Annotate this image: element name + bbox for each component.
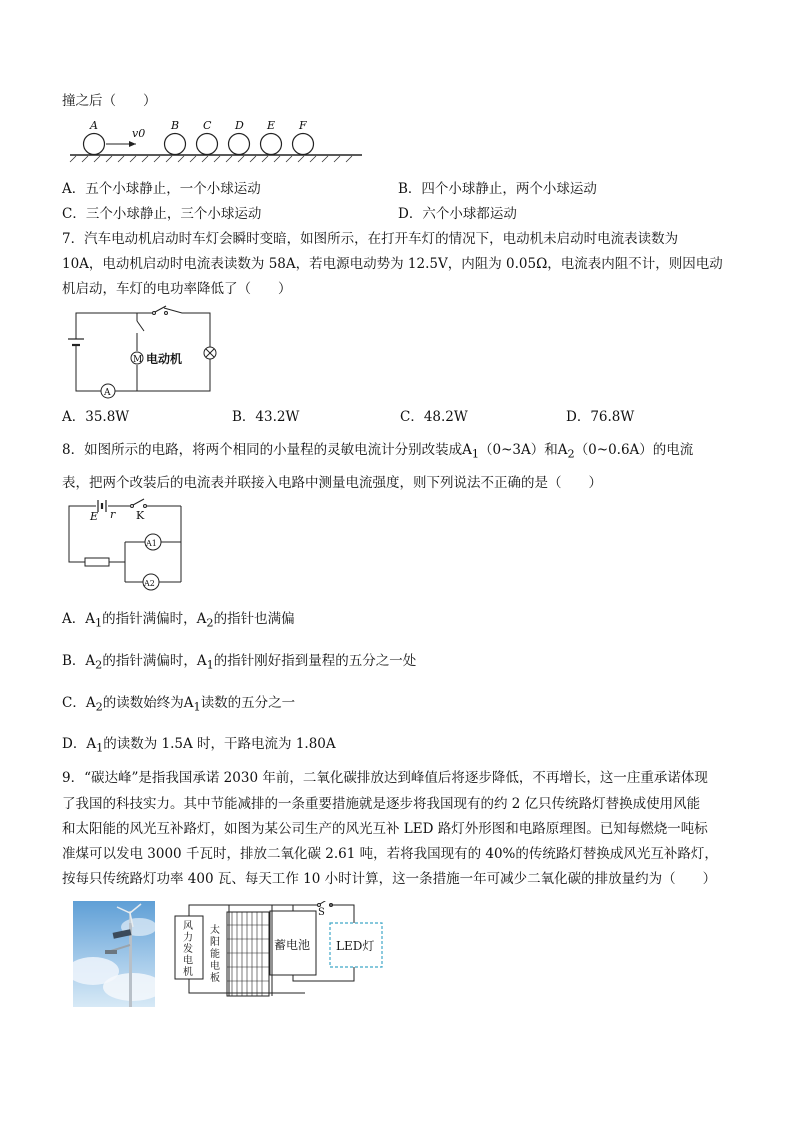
q9-stem-line2: 了我国的科技实力。其中节能减排的一条重要措施就是逐步将我国现有的约 2 亿只传统路灯替换成使用风能: [62, 796, 701, 812]
q6-stem-tail: 撞之后（ ）: [62, 93, 157, 109]
q7-stem-line2: 10A，电动机启动时电流表读数为 58A，若电源电动势为 12.5V，内阻为 0.05Ω，电流表内阻不计，则因电动: [62, 256, 723, 272]
ball-label-e: E: [267, 119, 276, 132]
q8-option-a: A．$A_1$的指针满偏时，$A_2$的指针也满偏: [62, 611, 295, 630]
ball-d: [229, 134, 250, 155]
label-a2: A2: [144, 579, 155, 588]
solar-char-3: 能: [210, 949, 220, 960]
q7-circuit-figure: [62, 305, 222, 401]
q6-option-b: B．四个小球静止，两个小球运动: [398, 181, 597, 197]
ball-f: [293, 134, 314, 155]
q9-stem-line1: 9．“碳达峰”是指我国承诺 2030 年前，二氧化碳排放达到峰值后将逐步降低，不再增长，这一庄重承诺体现: [62, 770, 708, 786]
solar-char-4: 电: [210, 961, 220, 972]
q6-option-c: C．三个小球静止，三个小球运动: [62, 206, 262, 222]
ball-label-f: F: [299, 119, 307, 132]
battery-label: 蓄电池: [274, 938, 311, 952]
ball-label-b: B: [171, 119, 180, 132]
ball-e: [261, 134, 282, 155]
svg-text:M: M: [133, 355, 143, 365]
streetlamp-photo: [73, 901, 155, 1007]
q9-stem-line5: 按每只传统路灯功率 400 瓦、每天工作 10 小时计算，这一条措施一年可减少二氧化碳的排放量约为（ ）: [62, 871, 717, 887]
q8-circuit-figure: [62, 496, 192, 596]
solar-char-2: 阳: [210, 937, 220, 948]
q7-stem-line3: 机启动，车灯的电功率降低了（ ）: [62, 281, 292, 297]
q9-circuit-figure: [168, 901, 388, 1005]
ball-c: [197, 134, 218, 155]
wind-gen-char-2: 力: [183, 932, 193, 944]
q7-option-b: B．43.2W: [232, 409, 300, 425]
q7-option-d: D．76.8W: [566, 409, 635, 425]
q8-option-b: B．$A_2$的指针满偏时，$A_1$的指针刚好指到量程的五分之一处: [62, 653, 417, 672]
q7-option-c: C．48.2W: [400, 409, 468, 425]
q8-option-c: C．$A_2$的读数始终为$A_1$读数的五分之一: [62, 695, 296, 714]
q8-stem-line1: 8．如图所示的电路，将两个相同的小量程的灵敏电流计分别改装成$A_1(0\sim 3A)$和$A_2(0\sim 0.6A)$的电流: [62, 442, 694, 461]
led-label: LED灯: [336, 939, 375, 953]
solar-char-5: 板: [210, 973, 220, 984]
wind-gen-char-1: 风: [183, 921, 193, 932]
label-a1: A1: [146, 539, 157, 548]
q6-option-d: D．六个小球都运动: [398, 206, 517, 222]
ball-label-c: C: [203, 119, 212, 132]
q9-stem-line3: 和太阳能的风光互补路灯，如图为某公司生产的风光互补 LED 路灯外形图和电路原理图。已知每燃烧一吨标: [62, 821, 708, 837]
wind-gen-char-4: 电: [183, 955, 193, 967]
solar-char-1: 太: [210, 925, 220, 936]
switch-label: S: [318, 907, 325, 918]
ball-label-d: D: [235, 119, 244, 132]
q9-stem-line4: 准煤可以发电 3000 千瓦时，排放二氧化碳 2.61 吨，若将我国现有的 40%的传统路灯替换成风光互补路灯，: [62, 846, 718, 862]
q8-option-d: D．$A_1$的读数为 1.5A 时，干路电流为 1.80A: [62, 736, 336, 755]
wind-gen-char-5: 机: [183, 967, 193, 978]
label-r: r: [110, 508, 116, 521]
label-k: K: [136, 509, 145, 522]
ball-a: [84, 134, 105, 155]
ball-b: [165, 134, 186, 155]
q8-stem-line2: 表，把两个改装后的电流表并联接入电路中测量电流强度，则下列说法不正确的是（ ）: [62, 475, 602, 491]
q6-option-a: A．五个小球静止，一个小球运动: [62, 181, 261, 197]
q6-balls-figure: [66, 118, 366, 164]
ball-label-a: A: [90, 119, 98, 132]
svg-text:A: A: [104, 388, 111, 398]
q7-option-a: A．35.8W: [62, 409, 130, 425]
wind-gen-char-3: 发: [183, 944, 193, 955]
q7-stem-line1: 7．汽车电动机启动时车灯会瞬时变暗，如图所示，在打开车灯的情况下，电动机未启动时电流表读数为: [62, 231, 679, 247]
label-e: E: [90, 510, 99, 523]
motor-label: 电动机: [146, 352, 183, 366]
velocity-label: v0: [132, 127, 146, 140]
